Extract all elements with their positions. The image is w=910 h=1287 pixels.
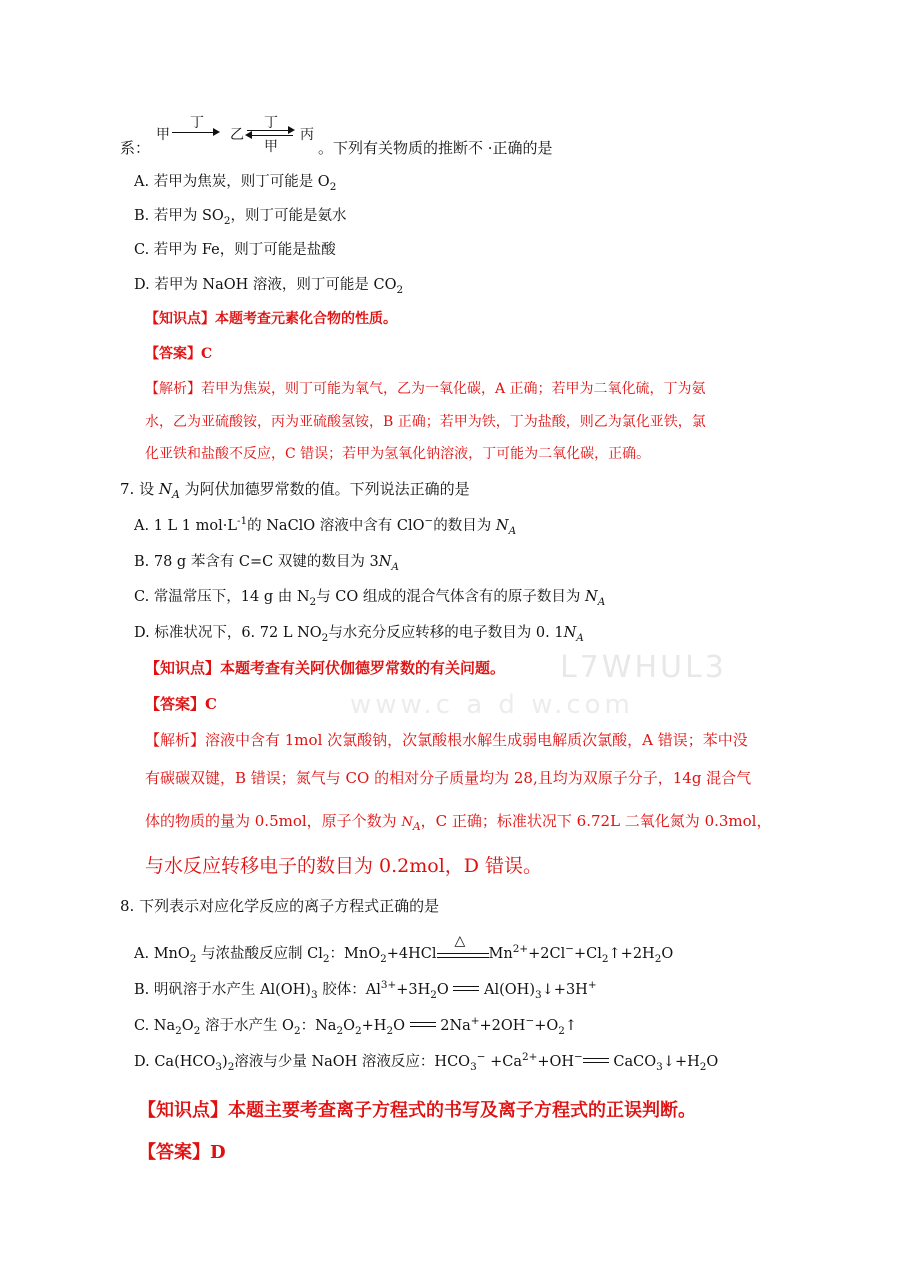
q6-stem: 。下列有关物质的推断不 ·正确的是 — [318, 139, 553, 157]
q8-option-c: C. $Na_2O_2$ 溶于水产生 $O_2$：$Na_2O_2+H_2O$ $2Na^++2OH^-+O_2↑$ — [134, 1015, 578, 1037]
scheme-ding-top: 丁 — [190, 115, 204, 131]
q6-option-a: A. 若甲为焦炭，则丁可能是 $O_2$ — [134, 174, 337, 193]
q7-analysis-4: 与水反应转移电子的数目为 0.2mol，D 错误。 — [145, 855, 543, 877]
watermark-secondary: www.c a d w.com — [350, 690, 634, 720]
scheme-arrow-forward — [172, 132, 218, 133]
q6-prefix: 系： — [120, 139, 151, 157]
q6-analysis-1: 【解析】若甲为焦炭，则丁可能为氧气，乙为一氧化碳，A 正确；若甲为二氧化硫，丁为氨 — [145, 381, 706, 397]
scheme-ding-2: 丁 — [264, 115, 278, 131]
q6-option-d: D. 若甲为 NaOH 溶液，则丁可能是 $CO_2$ — [134, 277, 404, 296]
q7-option-b: B. 78 g 苯含有 C=C 双键的数目为 $3N_A$ — [134, 554, 399, 573]
q8-knowledge: 【知识点】本题主要考查离子方程式的书写及离子方程式的正误判断。 — [138, 1100, 696, 1121]
q7-option-c: C. 常温常压下，14 g 由 $N_2$与 CO 组成的混合气体含有的原子数目为 $N_A$ — [134, 589, 606, 608]
q8-option-b: B. 明矾溶于水产生 $Al(OH)_3$ 胶体：$Al^{3+}+3H_2O$ $Al(OH)_3↓+3H^+$ — [134, 979, 597, 1001]
q8-answer: 【答案】D — [138, 1142, 226, 1163]
scheme-arrow-right — [247, 130, 293, 131]
q7-option-d: D. 标准状况下，6. 72 L $NO_2$与水充分反应转移的电子数目为 0. $1N_A$ — [134, 625, 584, 644]
q7-knowledge: 【知识点】本题考查有关阿伏伽德罗常数的有关问题。 — [145, 659, 506, 677]
q6-answer: 【答案】C — [145, 346, 213, 362]
scheme-yi: 乙 — [230, 127, 244, 143]
q7-analysis-2: 有碳碳双键，B 错误；氮气与 CO 的相对分子质量均为 28,且均为双原子分子，14g 混合气 — [145, 769, 752, 787]
watermark: L7WHUL3 — [560, 650, 727, 685]
reaction-scheme — [150, 112, 320, 155]
q7-answer: 【答案】C — [145, 695, 217, 713]
q6-option-c: C. 若甲为 Fe，则丁可能是盐酸 — [134, 242, 336, 258]
q6-analysis-2: 水，乙为亚硫酸铵，丙为亚硫酸氢铵，B 正确；若甲为铁，丁为盐酸，则乙为氯化亚铁，氯 — [145, 414, 706, 430]
q6-option-b: B. 若甲为 $SO_2$，则丁可能是氨水 — [134, 208, 347, 227]
q7-analysis-3: 体的物质的量为 0.5mol，原子个数为 $N_A$，C 正确；标准状况下 6.72L 二氧化氮为 0.3mol， — [145, 812, 772, 833]
q7-option-a: A. 1 L 1 $mol\cdot L^{-1}$的 NaClO 溶液中含有 ClO−的数目为 $N_A$ — [134, 515, 517, 537]
q8-option-a: A. MnO$_2$ 与浓盐酸反应制 $Cl_2$：MnO$_2$+4HCl △ $Mn^{2+}+2Cl^-+Cl_2↑+2H_2O$ — [134, 933, 674, 965]
scheme-jia: 甲 — [156, 127, 170, 143]
equals-sign — [453, 985, 479, 995]
equals-sign — [583, 1057, 609, 1067]
scheme-bing: 丙 — [300, 127, 314, 143]
q7-analysis-1: 【解析】溶液中含有 1mol 次氯酸钠，次氯酸根水解生成弱电解质次氯酸，A 错误；苯中没 — [145, 731, 748, 749]
scheme-jia-2: 甲 — [264, 139, 278, 155]
heating-equals-sign: △ — [437, 945, 489, 963]
q6-analysis-3: 化亚铁和盐酸不反应，C 错误；若甲为氢氧化钠溶液，丁可能为二氧化碳，正确。 — [145, 446, 651, 462]
q8-stem: 8. 下列表示对应化学反应的离子方程式正确的是 — [120, 897, 440, 915]
equals-sign — [410, 1021, 436, 1031]
q6-knowledge: 【知识点】本题考查元素化合物的性质。 — [145, 311, 397, 327]
q7-stem: 7. 设 $N_A$ 为阿伏加德罗常数的值。下列说法正确的是 — [120, 480, 470, 501]
q8-option-d: D. $Ca(HCO_3)_2$溶液与少量 NaOH 溶液反应：$HCO_3^- +Ca^{2+}+OH^-$ $CaCO_3↓+H_2O$ — [134, 1051, 719, 1073]
